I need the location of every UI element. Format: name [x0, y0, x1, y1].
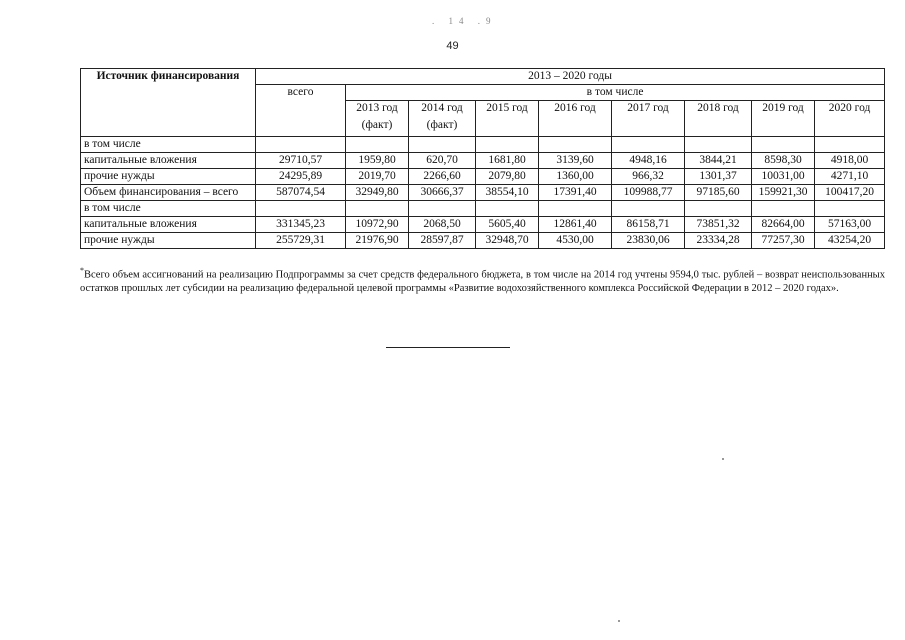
row-year-value: 10972,90 [346, 217, 409, 233]
row-year-value: 2079,80 [476, 169, 539, 185]
row-year-value [346, 137, 409, 153]
scan-speck [618, 620, 620, 622]
row-year-value: 4948,16 [612, 153, 685, 169]
row-year-value: 23334,28 [685, 233, 752, 249]
table-row [81, 169, 885, 185]
table-row [81, 217, 885, 233]
row-year-value: 97185,60 [685, 185, 752, 201]
row-year-value: 32949,80 [346, 185, 409, 201]
row-year-value: 966,32 [612, 169, 685, 185]
scan-speck [722, 458, 724, 460]
row-year-value: 1681,80 [476, 153, 539, 169]
row-year-value: 620,70 [409, 153, 476, 169]
row-total: 24295,89 [256, 169, 346, 185]
table-row [81, 153, 885, 169]
row-label: в том числе [81, 137, 256, 153]
row-year-value [685, 137, 752, 153]
row-label: капитальные вложения [81, 217, 256, 233]
row-year-value: 3844,21 [685, 153, 752, 169]
row-year-value: 17391,40 [539, 185, 612, 201]
row-year-value [752, 137, 815, 153]
header-period: 2013 – 2020 годы [256, 69, 885, 85]
row-year-value: 28597,87 [409, 233, 476, 249]
header-year [612, 101, 685, 137]
row-year-value: 4530,00 [539, 233, 612, 249]
header-row-period [81, 69, 885, 85]
header-including: в том числе [346, 85, 885, 101]
header-total: всего [256, 85, 346, 137]
row-year-value: 4918,00 [815, 153, 885, 169]
row-year-value: 23830,06 [612, 233, 685, 249]
year-note: (факт) [426, 119, 458, 131]
header-year [409, 101, 476, 137]
row-year-value [685, 201, 752, 217]
row-total: 331345,23 [256, 217, 346, 233]
row-label: в том числе [81, 201, 256, 217]
row-year-value [612, 201, 685, 217]
row-year-value: 21976,90 [346, 233, 409, 249]
row-year-value [476, 201, 539, 217]
year-label: 2018 год [697, 102, 739, 114]
row-label: Объем финансирования – всего [81, 185, 256, 201]
row-year-value: 86158,71 [612, 217, 685, 233]
row-year-value: 4271,10 [815, 169, 885, 185]
table-row [81, 201, 885, 217]
footnote-marker: * [80, 266, 84, 275]
year-label: 2015 год [486, 102, 528, 114]
scan-artifact-mark: . 14 .9 [432, 16, 497, 26]
row-year-value: 2068,50 [409, 217, 476, 233]
year-note: (факт) [361, 119, 393, 131]
table-row [81, 233, 885, 249]
row-year-value [409, 137, 476, 153]
header-year [346, 101, 409, 137]
row-year-value: 12861,40 [539, 217, 612, 233]
row-year-value: 43254,20 [815, 233, 885, 249]
row-year-value: 8598,30 [752, 153, 815, 169]
header-year [539, 101, 612, 137]
row-year-value: 2266,60 [409, 169, 476, 185]
row-year-value [612, 137, 685, 153]
page-number: 49 [446, 40, 459, 52]
header-source: Источник финансирования [81, 69, 256, 137]
footnote [80, 264, 885, 295]
year-label: 2013 год [356, 102, 398, 114]
row-year-value: 10031,00 [752, 169, 815, 185]
row-year-value: 32948,70 [476, 233, 539, 249]
row-year-value: 57163,00 [815, 217, 885, 233]
row-total: 255729,31 [256, 233, 346, 249]
table-row [81, 137, 885, 153]
year-label: 2016 год [554, 102, 596, 114]
row-year-value: 5605,40 [476, 217, 539, 233]
year-label: 2020 год [828, 102, 871, 114]
row-year-value: 159921,30 [752, 185, 815, 201]
year-label: 2017 год [627, 102, 669, 114]
row-year-value: 77257,30 [752, 233, 815, 249]
row-year-value [815, 137, 885, 153]
row-total: 587074,54 [256, 185, 346, 201]
row-label: прочие нужды [81, 233, 256, 249]
row-year-value: 30666,37 [409, 185, 476, 201]
row-year-value: 38554,10 [476, 185, 539, 201]
row-total: 29710,57 [256, 153, 346, 169]
header-year [476, 101, 539, 137]
year-label: 2019 год [762, 102, 804, 114]
row-year-value: 1959,80 [346, 153, 409, 169]
row-year-value [476, 137, 539, 153]
financing-table [80, 68, 885, 249]
row-year-value: 2019,70 [346, 169, 409, 185]
row-year-value: 3139,60 [539, 153, 612, 169]
row-total [256, 201, 346, 217]
row-year-value: 100417,20 [815, 185, 885, 201]
footnote-text: Всего объем ассигнований на реализацию Подпрограммы за счет средств федерального бюджета, в том числе на 2014 год учтены 9594,0 тыс. рублей – возврат неиспользованных остатков прошлых лет субсидии на реализацию федеральной целевой программы «Развитие водохозяйственного комплекса Российской Федерации в 2012 – 2020 годах». [80, 269, 885, 294]
row-year-value: 109988,77 [612, 185, 685, 201]
row-year-value [539, 201, 612, 217]
table-row [81, 185, 885, 201]
row-year-value [752, 201, 815, 217]
header-year [815, 101, 885, 137]
row-year-value: 73851,32 [685, 217, 752, 233]
year-label: 2014 год [421, 102, 463, 114]
row-year-value [815, 201, 885, 217]
row-total [256, 137, 346, 153]
row-year-value: 82664,00 [752, 217, 815, 233]
row-year-value [409, 201, 476, 217]
row-year-value: 1301,37 [685, 169, 752, 185]
row-year-value [539, 137, 612, 153]
row-label: прочие нужды [81, 169, 256, 185]
header-year [752, 101, 815, 137]
row-year-value [346, 201, 409, 217]
header-year [685, 101, 752, 137]
end-rule [386, 347, 510, 348]
row-year-value: 1360,00 [539, 169, 612, 185]
row-label: капитальные вложения [81, 153, 256, 169]
